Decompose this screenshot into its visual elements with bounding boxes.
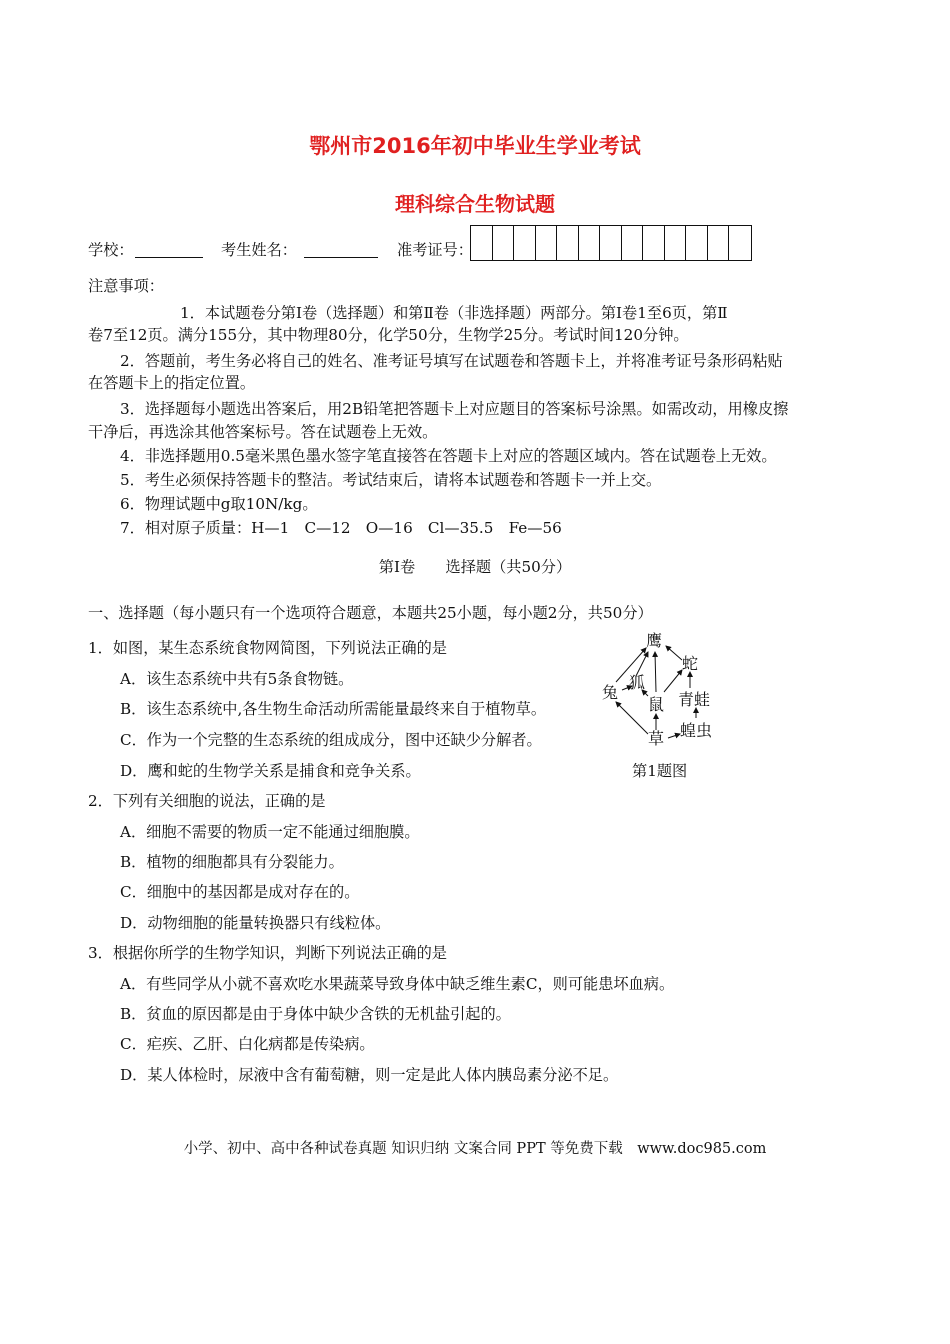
exam-id-box[interactable]	[471, 226, 493, 260]
node-grass: 草	[648, 729, 665, 748]
exam-id-box[interactable]	[665, 226, 687, 260]
exam-id-box[interactable]	[493, 226, 515, 260]
question-2-option-c: C．细胞中的基因都是成对存在的。	[120, 883, 360, 901]
arrow-grass-locust	[668, 734, 680, 738]
question-3-option-b: B．贫血的原因都是由于身体中缺少含铁的无机盐引起的。	[120, 1005, 511, 1023]
arrow-mouse-snake	[664, 670, 682, 692]
node-frog: 青蛙	[678, 690, 711, 709]
page-title: 鄂州市2016年初中毕业生学业考试	[309, 134, 641, 158]
notice-line-9: 6．物理试题中g取10N/kg。	[120, 495, 318, 513]
arrow-snake-eagle	[666, 646, 682, 660]
exam-id-label: 准考证号：	[397, 241, 473, 259]
page-footer: 小学、初中、高中各种试卷真题 知识归纳 文案合同 PPT 等免费下载 www.doc985.com	[183, 1141, 767, 1157]
question-1-option-a: A．该生态系统中共有5条食物链。	[120, 670, 354, 688]
node-fox: 狐	[629, 673, 646, 692]
exam-id-box[interactable]	[557, 226, 579, 260]
exam-id-box[interactable]	[643, 226, 665, 260]
exam-id-box[interactable]	[536, 226, 558, 260]
food-web-diagram	[598, 626, 728, 756]
question-1-stem: 1．如图，某生态系统食物网简图，下列说法正确的是	[88, 639, 447, 657]
node-locust: 蝗虫	[680, 721, 713, 740]
exam-id-box[interactable]	[579, 226, 601, 260]
arrow-mouse-eagle	[655, 652, 656, 692]
notice-line-1: 1．本试题卷分第Ⅰ卷（选择题）和第Ⅱ卷（非选择题）两部分。第Ⅰ卷1至6页，第Ⅱ	[180, 304, 728, 322]
exam-id-box[interactable]	[729, 226, 751, 260]
question-3-option-c: C．疟疾、乙肝、白化病都是传染病。	[120, 1035, 375, 1053]
question-1-option-b: B．该生态系统中,各生物生命活动所需能量最终来自于植物草。	[120, 700, 547, 718]
exam-id-box[interactable]	[514, 226, 536, 260]
notice-heading: 注意事项：	[88, 277, 164, 295]
notice-line-7: 4．非选择题用0.5毫米黑色墨水签字笔直接答在答题卡上对应的答题区域内。答在试题卷上无效。	[120, 447, 777, 465]
exam-id-boxes[interactable]	[470, 225, 752, 261]
node-rabbit: 兔	[602, 683, 619, 702]
node-mouse: 鼠	[648, 695, 665, 714]
notice-line-4: 在答题卡上的指定位置。	[88, 374, 256, 392]
question-3-stem: 3．根据你所学的生物学知识，判断下列说法正确的是	[88, 944, 447, 962]
name-label: 考生姓名：	[221, 241, 297, 259]
notice-line-3: 2．答题前，考生务必将自己的姓名、准考证号填写在试题卷和答题卡上，并将准考证号条形码粘贴	[120, 352, 783, 370]
question-3-option-d: D．某人体检时，尿液中含有葡萄糖，则一定是此人体内胰岛素分泌不足。	[120, 1066, 619, 1084]
node-snake: 蛇	[682, 654, 699, 673]
question-2-option-b: B．植物的细胞都具有分裂能力。	[120, 853, 344, 871]
question-1-option-d: D．鹰和蛇的生物学关系是捕食和竞争关系。	[120, 762, 421, 780]
page-subtitle: 理科综合生物试题	[395, 192, 555, 216]
section-title: 第Ⅰ卷 选择题（共50分）	[378, 558, 572, 576]
food-web-figure	[598, 626, 728, 756]
name-field[interactable]	[304, 240, 378, 258]
node-eagle: 鹰	[646, 631, 663, 650]
exam-id-box[interactable]	[686, 226, 708, 260]
section-instructions: 一、选择题（每小题只有一个选项符合题意，本题共25小题，每小题2分，共50分）	[88, 604, 653, 622]
school-label: 学校：	[88, 241, 134, 259]
notice-line-5: 3．选择题每小题选出答案后，用2B铅笔把答题卡上对应题目的答案标号涂黑。如需改动，用橡皮擦	[120, 400, 789, 418]
question-2-stem: 2．下列有关细胞的说法，正确的是	[88, 792, 326, 810]
notice-line-2: 卷7至12页。满分155分，其中物理80分，化学50分，生物学25分。考试时间120分钟。	[88, 326, 689, 344]
exam-id-box[interactable]	[708, 226, 730, 260]
notice-line-10: 7．相对原子质量：H—1 C—12 O—16 Cl—35.5 Fe—56	[120, 519, 562, 537]
exam-id-box[interactable]	[600, 226, 622, 260]
notice-line-8: 5．考生必须保持答题卡的整洁。考试结束后，请将本试题卷和答题卡一并上交。	[120, 471, 662, 489]
arrow-grass-rabbit	[616, 702, 648, 734]
figure-caption: 第1题图	[632, 762, 688, 780]
notice-line-6: 干净后，再选涂其他答案标号。答在试题卷上无效。	[88, 423, 438, 441]
exam-id-box[interactable]	[622, 226, 644, 260]
school-field[interactable]	[135, 240, 203, 258]
question-1-option-c: C．作为一个完整的生态系统的组成成分，图中还缺少分解者。	[120, 731, 542, 749]
question-2-option-d: D．动物细胞的能量转换器只有线粒体。	[120, 914, 391, 932]
question-2-option-a: A．细胞不需要的物质一定不能通过细胞膜。	[120, 823, 420, 841]
question-3-option-a: A．有些同学从小就不喜欢吃水果蔬菜导致身体中缺乏维生素C，则可能患坏血病。	[120, 975, 675, 993]
